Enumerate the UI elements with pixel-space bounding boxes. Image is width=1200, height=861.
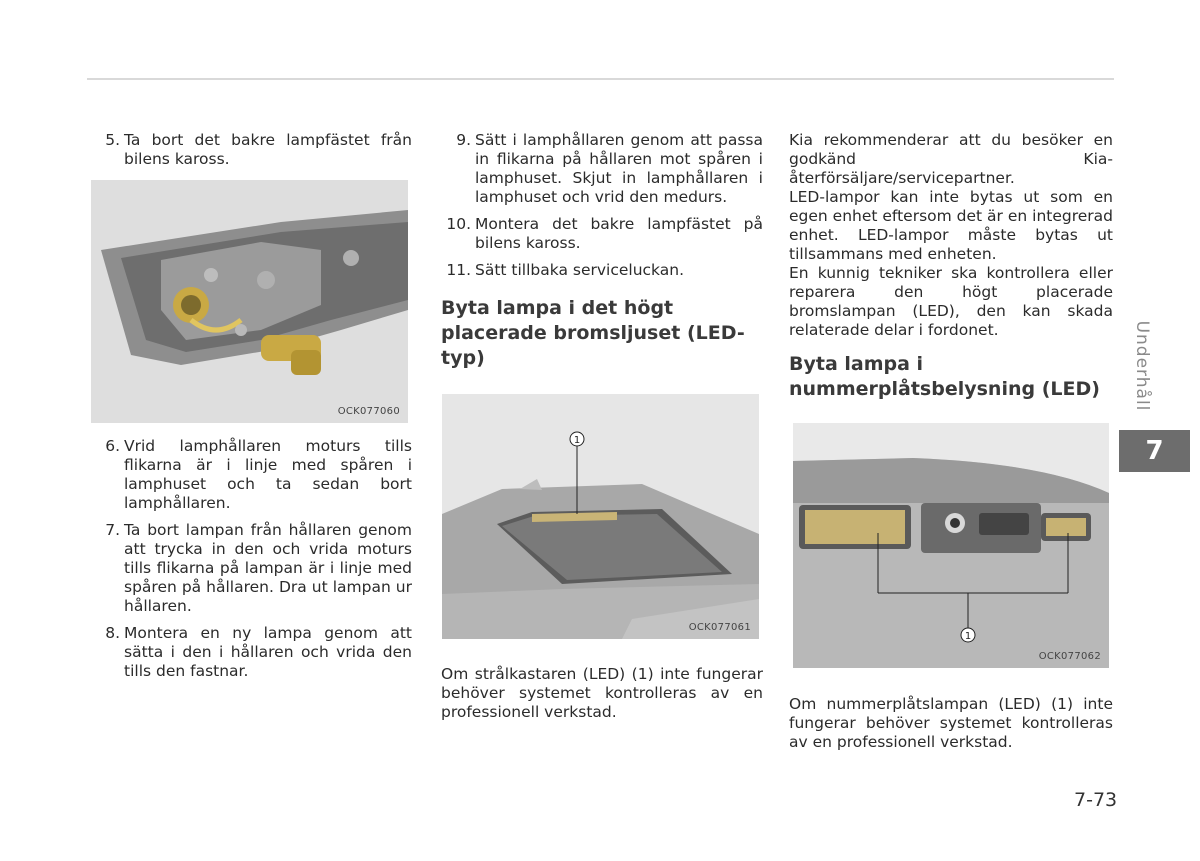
- chapter-title: Underhåll: [1132, 320, 1152, 412]
- step-number: 9.: [456, 131, 471, 149]
- step-number: 7.: [105, 521, 120, 539]
- paragraph-led-integrated: LED-lampor kan inte bytas ut som en egen enhet eftersom det är en integrerad enhet. LED-lampor måste bytas ut tillsammans med enheten.: [789, 188, 1114, 263]
- column-3-lower: [789, 695, 1113, 760]
- callout-label: 1: [964, 631, 972, 642]
- license-plate-light-illustration: [793, 423, 1109, 668]
- step-9: [441, 131, 763, 207]
- figure-high-brake-light: [442, 394, 759, 639]
- callout-label: 1: [573, 435, 581, 446]
- page-number: 7-73: [1074, 789, 1118, 811]
- step-8: [98, 624, 412, 681]
- tail-lamp-illustration: [91, 180, 408, 423]
- step-6: [98, 437, 412, 513]
- paragraph-technician: En kunnig tekniker ska kontrollera eller reparera den högt placerade bromslampan (LED), den kan skada relaterade delar i fordonet.: [789, 264, 1113, 339]
- step-7: [98, 521, 412, 616]
- figure-code: OCK077060: [337, 406, 400, 417]
- paragraph: Om nummerplåtslampan (LED) (1) inte fungerar behöver systemet kontrolleras av en professionell verkstad.: [789, 695, 1113, 751]
- step-number: 10.: [446, 215, 471, 233]
- step-text: Ta bort lampan från hållaren genom att trycka in den och vrida moturs tills flikarna på lampan är i linje med spåren på hållaren. Dra ut lampan ur hållaren.: [124, 521, 412, 615]
- step-number: 8.: [105, 624, 120, 642]
- chapter-side-label: [1126, 320, 1156, 420]
- paragraph-recommendation: Kia rekommenderar att du besöker en godkänd Kia-återförsäljare/servicepartner.: [789, 131, 1113, 187]
- paragraph: Om strålkastaren (LED) (1) inte fungerar behöver systemet kontrolleras av en professionell verkstad.: [441, 665, 763, 721]
- column-1-lower: [98, 437, 412, 689]
- figure-license-plate-light: [793, 423, 1109, 668]
- step-text: Ta bort det bakre lampfästet från bilens kaross.: [124, 131, 412, 168]
- step-10: [441, 215, 763, 253]
- step-number: 6.: [105, 437, 120, 455]
- figure-code: OCK077062: [1038, 651, 1101, 662]
- section-heading-brake-light: Byta lampa i det högt placerade bromsljuset (LED-typ): [441, 297, 745, 369]
- section-heading-plate-light: Byta lampa i nummerplåtsbelysning (LED): [789, 353, 1100, 400]
- step-11: [441, 261, 763, 280]
- figure-code: OCK077061: [688, 622, 751, 633]
- step-number: 5.: [105, 131, 120, 149]
- high-brake-light-illustration: [442, 394, 759, 639]
- step-number: 11.: [446, 261, 471, 279]
- header-rule: [87, 78, 1114, 80]
- step-text: Montera det bakre lampfästet på bilens kaross.: [475, 215, 763, 252]
- column-2: [441, 131, 763, 371]
- column-1: [98, 131, 412, 177]
- figure-tail-lamp-holder: [91, 180, 408, 423]
- column-2-lower: [441, 665, 763, 730]
- column-3: [789, 131, 1113, 402]
- step-text: Montera en ny lampa genom att sätta i den i hållaren och vrida den tills den fastnar.: [124, 624, 412, 680]
- step-text: Sätt i lamphållaren genom att passa in flikarna på hållaren mot spåren i lamphuset. Skjut in lamphållaren i lamphuset och vrid den medurs.: [475, 131, 763, 206]
- step-text: Sätt tillbaka serviceluckan.: [475, 261, 685, 279]
- step-5: [98, 131, 412, 169]
- chapter-tab: 7: [1119, 430, 1190, 472]
- step-text: Vrid lamphållaren moturs tills flikarna är i linje med spåren i lamphuset och ta sedan bort lamphållaren.: [124, 437, 412, 512]
